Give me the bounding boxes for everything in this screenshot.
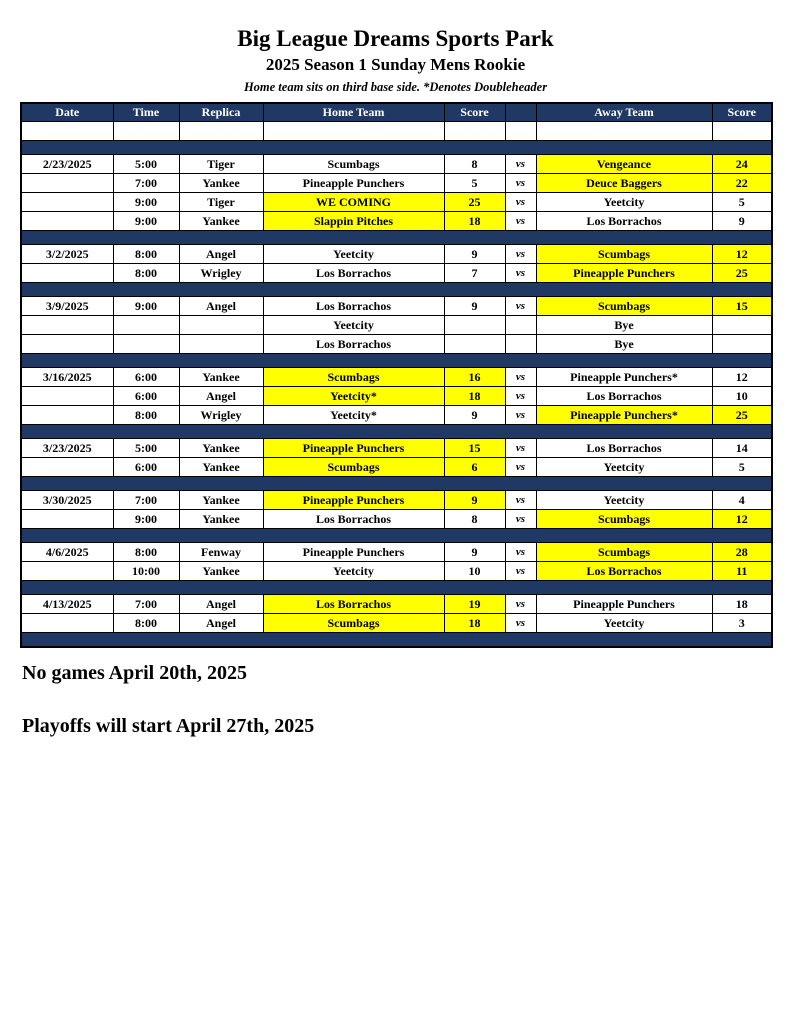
time-cell: 6:00: [113, 368, 179, 387]
table-header-row: [21, 103, 772, 122]
footer-playoffs: Playoffs will start April 27th, 2025: [22, 715, 315, 737]
time-cell: 10:00: [113, 562, 179, 581]
date-cell: [21, 193, 113, 212]
home-score-cell: 9: [444, 543, 505, 562]
game-row: [21, 264, 772, 283]
vs-cell: vs: [505, 174, 536, 193]
time-cell: 9:00: [113, 212, 179, 231]
home-score-cell: 9: [444, 491, 505, 510]
away-team-cell: Pineapple Punchers: [536, 264, 712, 283]
bye-row: [21, 335, 772, 354]
away-score-cell: 12: [712, 368, 772, 387]
date-cell: [21, 174, 113, 193]
date-cell: [21, 387, 113, 406]
replica-cell: Yankee: [179, 368, 263, 387]
date-cell: [21, 335, 113, 354]
home-score-cell: 8: [444, 510, 505, 529]
schedule-table: [20, 102, 773, 648]
home-team-cell: Los Borrachos: [263, 510, 444, 529]
away-score-cell: 12: [712, 245, 772, 264]
home-team-cell: Pineapple Punchers: [263, 439, 444, 458]
date-cell: 4/13/2025: [21, 595, 113, 614]
vs-cell: vs: [505, 212, 536, 231]
date-cell: 3/30/2025: [21, 491, 113, 510]
home-score-cell: 7: [444, 264, 505, 283]
home-team-cell: Scumbags: [263, 368, 444, 387]
replica-cell: Angel: [179, 387, 263, 406]
home-score-cell: 16: [444, 368, 505, 387]
game-row: [21, 174, 772, 193]
game-row: [21, 491, 772, 510]
separator-cell: [21, 477, 772, 491]
vs-cell: [505, 335, 536, 354]
away-score-cell: 3: [712, 614, 772, 633]
away-team-cell: Yeetcity: [536, 458, 712, 477]
vs-cell: vs: [505, 543, 536, 562]
vs-cell: vs: [505, 193, 536, 212]
away-score-cell: 5: [712, 458, 772, 477]
blank-cell: [505, 122, 536, 141]
away-score-cell: 25: [712, 264, 772, 283]
replica-cell: Yankee: [179, 458, 263, 477]
home-score-cell: 6: [444, 458, 505, 477]
home-score-cell: [444, 316, 505, 335]
replica-cell: Angel: [179, 245, 263, 264]
replica-cell: [179, 335, 263, 354]
away-team-cell: Bye: [536, 316, 712, 335]
away-score-cell: 4: [712, 491, 772, 510]
bye-row: [21, 316, 772, 335]
home-team-cell: Scumbags: [263, 614, 444, 633]
replica-cell: Yankee: [179, 510, 263, 529]
blank-cell: [712, 122, 772, 141]
away-score-cell: 5: [712, 193, 772, 212]
separator-cell: [21, 283, 772, 297]
time-cell: 5:00: [113, 155, 179, 174]
vs-cell: vs: [505, 439, 536, 458]
time-cell: 9:00: [113, 510, 179, 529]
separator-cell: [21, 425, 772, 439]
footer-no-games: No games April 20th, 2025: [22, 662, 247, 684]
away-team-cell: Deuce Baggers: [536, 174, 712, 193]
game-row: [21, 297, 772, 316]
time-cell: [113, 316, 179, 335]
time-cell: 7:00: [113, 174, 179, 193]
away-score-cell: 12: [712, 510, 772, 529]
page-title: Big League Dreams Sports Park: [237, 26, 554, 51]
replica-cell: Fenway: [179, 543, 263, 562]
time-cell: 8:00: [113, 264, 179, 283]
game-row: [21, 387, 772, 406]
replica-cell: Tiger: [179, 155, 263, 174]
away-score-cell: 15: [712, 297, 772, 316]
blank-cell: [21, 122, 113, 141]
game-row: [21, 245, 772, 264]
blank-row: [21, 122, 772, 141]
separator-row: [21, 529, 772, 543]
away-score-cell: 24: [712, 155, 772, 174]
separator-cell: [21, 354, 772, 368]
home-score-cell: 25: [444, 193, 505, 212]
home-score-cell: 19: [444, 595, 505, 614]
away-team-cell: Scumbags: [536, 245, 712, 264]
date-cell: [21, 406, 113, 425]
date-cell: [21, 212, 113, 231]
time-cell: 7:00: [113, 491, 179, 510]
home-score-cell: 9: [444, 245, 505, 264]
home-team-cell: Yeetcity: [263, 316, 444, 335]
replica-cell: Yankee: [179, 562, 263, 581]
home-team-cell: Los Borrachos: [263, 264, 444, 283]
separator-row: [21, 354, 772, 368]
replica-cell: Wrigley: [179, 406, 263, 425]
game-row: [21, 406, 772, 425]
home-team-cell: Pineapple Punchers: [263, 543, 444, 562]
blank-cell: [536, 122, 712, 141]
vs-cell: vs: [505, 562, 536, 581]
game-row: [21, 562, 772, 581]
vs-cell: vs: [505, 264, 536, 283]
home-team-cell: WE COMING: [263, 193, 444, 212]
vs-cell: vs: [505, 245, 536, 264]
game-row: [21, 155, 772, 174]
separator-cell: [21, 581, 772, 595]
away-score-cell: 22: [712, 174, 772, 193]
date-cell: [21, 614, 113, 633]
home-team-cell: Scumbags: [263, 155, 444, 174]
game-row: [21, 368, 772, 387]
vs-cell: [505, 316, 536, 335]
away-team-cell: Yeetcity: [536, 614, 712, 633]
replica-cell: Yankee: [179, 439, 263, 458]
time-cell: 8:00: [113, 245, 179, 264]
separator-cell: [21, 231, 772, 245]
home-score-cell: 18: [444, 614, 505, 633]
home-score-cell: [444, 335, 505, 354]
game-row: [21, 595, 772, 614]
home-team-cell: Yeetcity*: [263, 387, 444, 406]
away-team-cell: Los Borrachos: [536, 562, 712, 581]
header-away-score: Score: [712, 103, 772, 122]
time-cell: 8:00: [113, 406, 179, 425]
header-away-team: Away Team: [536, 103, 712, 122]
home-team-cell: Yeetcity*: [263, 406, 444, 425]
separator-cell: [21, 529, 772, 543]
away-score-cell: 11: [712, 562, 772, 581]
away-team-cell: Pineapple Punchers*: [536, 368, 712, 387]
time-cell: 7:00: [113, 595, 179, 614]
vs-cell: vs: [505, 491, 536, 510]
separator-row: [21, 477, 772, 491]
home-team-cell: Los Borrachos: [263, 595, 444, 614]
vs-cell: vs: [505, 297, 536, 316]
header-replica: Replica: [179, 103, 263, 122]
date-cell: 3/23/2025: [21, 439, 113, 458]
time-cell: 6:00: [113, 458, 179, 477]
blank-cell: [113, 122, 179, 141]
home-score-cell: 10: [444, 562, 505, 581]
replica-cell: Yankee: [179, 174, 263, 193]
vs-cell: vs: [505, 510, 536, 529]
home-team-cell: Los Borrachos: [263, 335, 444, 354]
game-row: [21, 212, 772, 231]
date-cell: 4/6/2025: [21, 543, 113, 562]
away-score-cell: 25: [712, 406, 772, 425]
vs-cell: vs: [505, 458, 536, 477]
replica-cell: Yankee: [179, 212, 263, 231]
date-cell: [21, 458, 113, 477]
separator-cell: [21, 633, 772, 648]
away-team-cell: Scumbags: [536, 543, 712, 562]
away-team-cell: Bye: [536, 335, 712, 354]
vs-cell: vs: [505, 387, 536, 406]
home-team-cell: Yeetcity: [263, 562, 444, 581]
game-row: [21, 510, 772, 529]
away-team-cell: Los Borrachos: [536, 212, 712, 231]
game-row: [21, 439, 772, 458]
replica-cell: Tiger: [179, 193, 263, 212]
away-score-cell: [712, 335, 772, 354]
away-score-cell: 14: [712, 439, 772, 458]
home-team-cell: Pineapple Punchers: [263, 174, 444, 193]
home-score-cell: 9: [444, 406, 505, 425]
home-team-cell: Slappin Pitches: [263, 212, 444, 231]
date-cell: [21, 264, 113, 283]
replica-cell: Angel: [179, 297, 263, 316]
time-cell: 9:00: [113, 193, 179, 212]
game-row: [21, 614, 772, 633]
header-home-score: Score: [444, 103, 505, 122]
game-row: [21, 543, 772, 562]
away-team-cell: Pineapple Punchers*: [536, 406, 712, 425]
separator-cell: [21, 141, 772, 155]
header-vs: [505, 103, 536, 122]
separator-row: [21, 633, 772, 648]
away-score-cell: [712, 316, 772, 335]
blank-cell: [444, 122, 505, 141]
replica-cell: [179, 316, 263, 335]
away-score-cell: 10: [712, 387, 772, 406]
home-score-cell: 8: [444, 155, 505, 174]
home-team-cell: Yeetcity: [263, 245, 444, 264]
date-cell: 2/23/2025: [21, 155, 113, 174]
date-cell: 3/9/2025: [21, 297, 113, 316]
away-score-cell: 9: [712, 212, 772, 231]
home-score-cell: 18: [444, 387, 505, 406]
date-cell: 3/2/2025: [21, 245, 113, 264]
header-home-team: Home Team: [263, 103, 444, 122]
page-note: Home team sits on third base side. *Denotes Doubleheader: [243, 80, 548, 94]
home-team-cell: Scumbags: [263, 458, 444, 477]
time-cell: 8:00: [113, 543, 179, 562]
away-team-cell: Los Borrachos: [536, 439, 712, 458]
time-cell: 9:00: [113, 297, 179, 316]
date-cell: [21, 562, 113, 581]
separator-row: [21, 231, 772, 245]
away-team-cell: Vengeance: [536, 155, 712, 174]
home-team-cell: Los Borrachos: [263, 297, 444, 316]
away-team-cell: Scumbags: [536, 297, 712, 316]
away-team-cell: Yeetcity: [536, 193, 712, 212]
time-cell: 5:00: [113, 439, 179, 458]
away-score-cell: 28: [712, 543, 772, 562]
replica-cell: Yankee: [179, 491, 263, 510]
game-row: [21, 193, 772, 212]
header-date: Date: [21, 103, 113, 122]
replica-cell: Angel: [179, 614, 263, 633]
replica-cell: Wrigley: [179, 264, 263, 283]
time-cell: 6:00: [113, 387, 179, 406]
game-row: [21, 458, 772, 477]
away-team-cell: Scumbags: [536, 510, 712, 529]
away-team-cell: Yeetcity: [536, 491, 712, 510]
home-score-cell: 5: [444, 174, 505, 193]
separator-row: [21, 141, 772, 155]
home-score-cell: 9: [444, 297, 505, 316]
vs-cell: vs: [505, 614, 536, 633]
home-score-cell: 15: [444, 439, 505, 458]
blank-cell: [179, 122, 263, 141]
time-cell: [113, 335, 179, 354]
replica-cell: Angel: [179, 595, 263, 614]
vs-cell: vs: [505, 595, 536, 614]
vs-cell: vs: [505, 406, 536, 425]
separator-row: [21, 283, 772, 297]
vs-cell: vs: [505, 155, 536, 174]
date-cell: [21, 316, 113, 335]
separator-row: [21, 581, 772, 595]
away-score-cell: 18: [712, 595, 772, 614]
header-time: Time: [113, 103, 179, 122]
blank-cell: [263, 122, 444, 141]
home-team-cell: Pineapple Punchers: [263, 491, 444, 510]
away-team-cell: Los Borrachos: [536, 387, 712, 406]
home-score-cell: 18: [444, 212, 505, 231]
date-cell: [21, 510, 113, 529]
date-cell: 3/16/2025: [21, 368, 113, 387]
separator-row: [21, 425, 772, 439]
away-team-cell: Pineapple Punchers: [536, 595, 712, 614]
vs-cell: vs: [505, 368, 536, 387]
page-subtitle: 2025 Season 1 Sunday Mens Rookie: [265, 55, 526, 74]
time-cell: 8:00: [113, 614, 179, 633]
